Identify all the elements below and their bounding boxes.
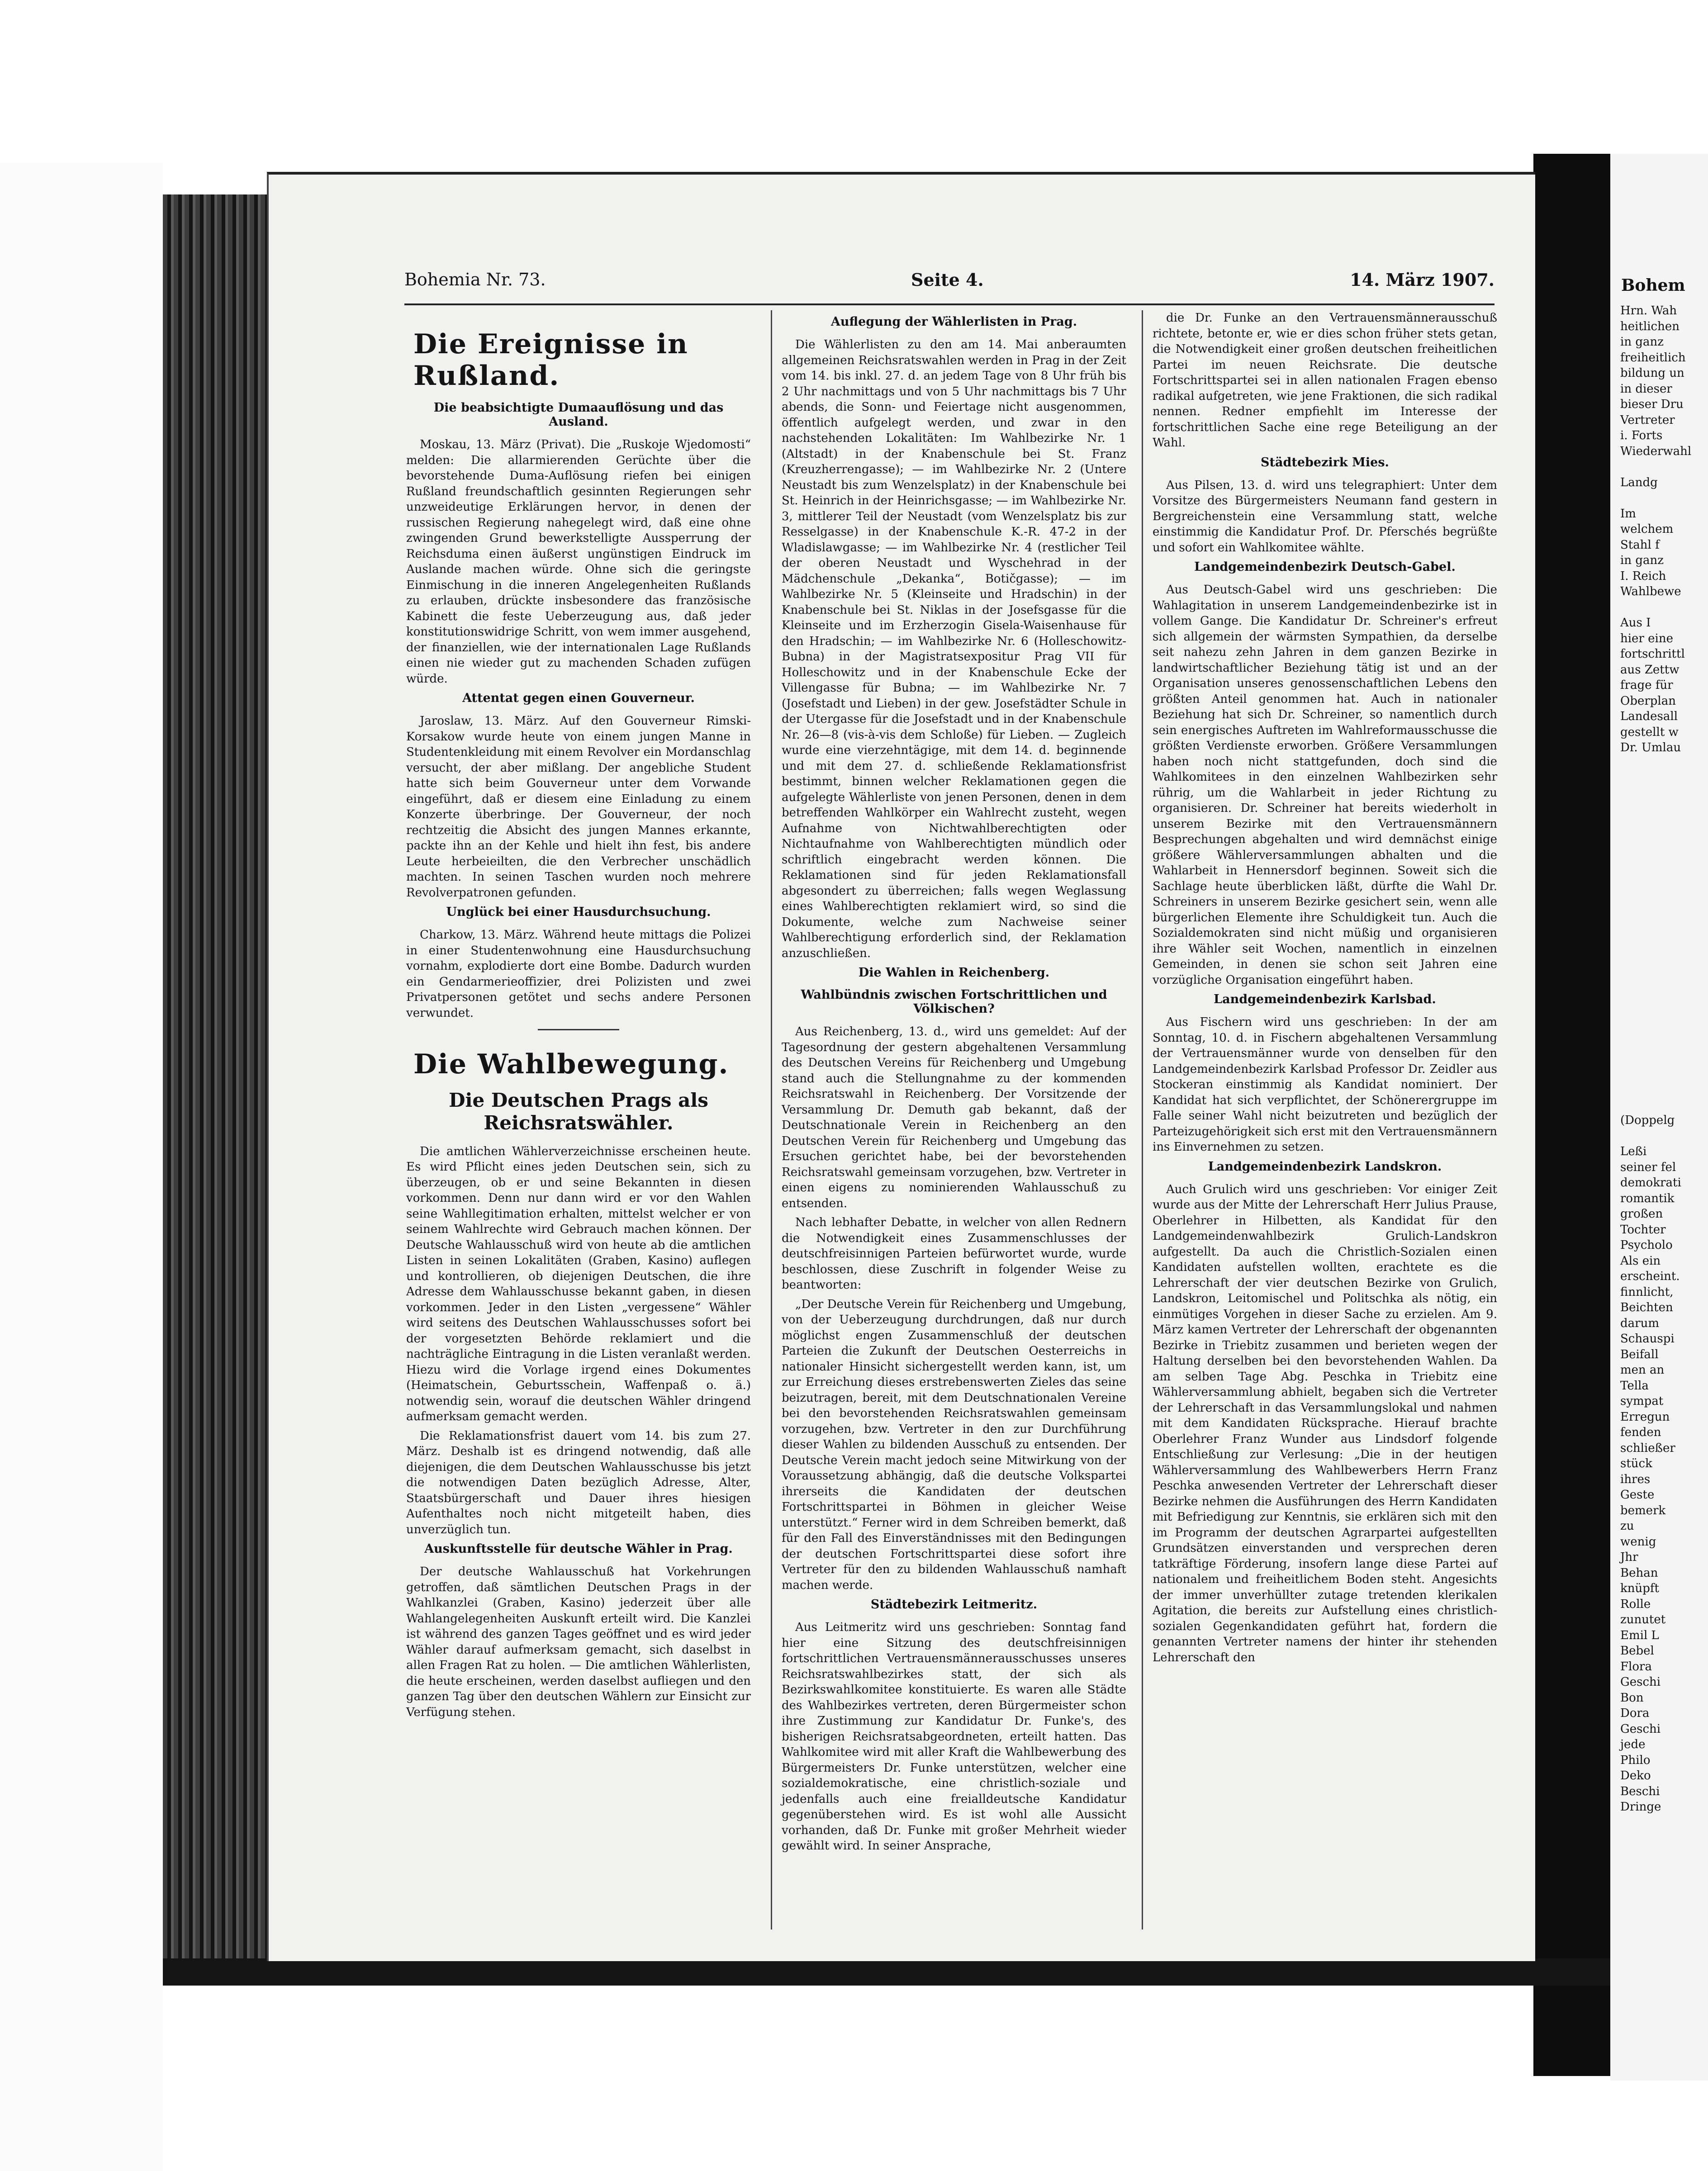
header-rule: [404, 303, 1494, 305]
subheading-large: Die Deutschen Prags als Reichsratswähler.: [449, 1089, 708, 1134]
subheading: Landgemeindenbezirk Karlsbad.: [1214, 992, 1436, 1006]
page-header: [404, 270, 1494, 301]
subheading: Auskunftsstelle für deutsche Wähler in Prag.: [424, 1542, 733, 1556]
adjacent-page-header: Bohem: [1621, 276, 1685, 295]
subheading: Die Wahlen in Reichenberg.: [858, 966, 1050, 980]
article-paragraph: Der deutsche Wahlausschuß hat Vorkehrungen getroffen, daß sämtlichen Deutschen Prags in der Wahlkanzlei (Graben, Kasino) jederzeit über alle Wahlangelegenheiten Auskunft erteilt wird. Die Kanzlei ist während des ganzen Tages geöffnet und es wird jeder Wähler darauf aufmerksam gemacht, sich daselbst in allen Fragen Rat zu holen. — Die amtlichen Wählerlisten, die heute erscheinen, werden daselbst aufliegen und den ganzen Tag über den deutschen Wählern zur Einsicht zur Verfügung stehen.: [406, 1565, 751, 1719]
adjacent-page: [1610, 154, 1708, 2081]
article-paragraph: „Der Deutsche Verein für Reichenberg und Umgebung, von der Ueberzeugung durchdrungen, daß nur durch möglichst engen Zusammenschluß der deutschen Parteien die Zukunft der Deutschen Oesterreichs in nationaler Hinsicht sichergestellt werden kann, ist, um zur Erreichung dieses erstrebenswerten Zieles das seine beizutragen, bereit, mit dem Deutschnationalen Vereine bei den bevorstehenden Reichsratswahlen gemeinsam vorzugehen, bzw. Vertreter in den zur Durchführung dieser Wahlen zu bildenden Ausschuß zu entsenden. Der Deutsche Verein macht jedoch seine Mitwirkung von der Voraussetzung abhängig, daß die deutsche Volkspartei ihrerseits die Kandidaten der deutschen Fortschrittspartei in Böhmen in gleicher Weise unterstützt.“ Ferner wird in dem Schreiben bemerkt, daß für den Fall des Einverständnisses mit den Bedingungen der deutschen Fortschrittspartei diese sofort ihre Vertreter für den zu bildenden Wahlausschuß namhaft machen werde.: [782, 1297, 1126, 1592]
article-paragraph: Aus Deutsch-Gabel wird uns geschrieben: Die Wahlagitation in unserem Landgemeindenbezirke ist in vollem Gange. Die Kandidatur Dr. Schreiner's erfreut sich allgemein der wärmsten Sympathien, da derselbe seit nahezu zehn Jahren in dem ganzen Bezirke in landwirtschaftlicher Beziehung tätig ist und an der Organisation unseres genossenschaftlichen Lebens den größten Anteil genommen hat. Auch in nationaler Beziehung hat sich Dr. Schreiner, so namentlich durch sein energisches Auftreten im Wahlreformausschusse die größten Verdienste erworben. Größere Versammlungen haben noch nicht stattgefunden, doch sind die Wahlkomitees in den einzelnen Wahlbezirken sehr rührig, um die Wahlarbeit in jeder Richtung zu organisieren. Dr. Schreiner hat bereits wiederholt in unserem Bezirke mit den Vertrauensmännern Besprechungen abgehalten und wird demnächst einige größere Wählerversammlungen abhalten und die Wahlarbeit in Hennersdorf beginnen. Soweit sich die Sachlage heute überblicken läßt, dürfte die Wahl Dr. Schreiners in unserem Bezirke gesichert sein, wenn alle bürgerlichen Elemente ihre Schuldigkeit tun. Auch die Sozialdemokraten sind nicht müßig und organisieren ihre Wähler seit Wochen, namentlich in einzelnen Gemeinden, in denen sie schon seit Jahren eine vorzügliche Organisation eingeführt haben.: [1153, 583, 1497, 987]
subheading: Attentat gegen einen Gouverneur.: [462, 691, 695, 705]
subheading: Wahlbündnis zwischen Fortschrittlichen und Völkischen?: [801, 988, 1107, 1016]
article-paragraph: Die Wählerlisten zu den am 14. Mai anberaumten allgemeinen Reichsratswahlen werden in Prag in der Zeit vom 14. bis inkl. 27. d. an jedem Tage von 8 Uhr früh bis 2 Uhr nachmittags und von 5 Uhr nachmittags bis 7 Uhr abends, die Sonn- und Feiertage nicht ausgenommen, öffentlich aufgelegt werden, und zwar in den nachstehenden Lokalitäten: Im Wahlbezirke Nr. 1 (Altstadt) in der Knabenschule bei St. Franz (Kreuzherrengasse); — im Wahlbezirke Nr. 2 (Untere Neustadt bis zum Wenzelsplatz) in der Knabenschule bei St. Heinrich in der Heinrichsgasse; — im Wahlbezirke Nr. 3, mittlerer Teil der Neustadt (vom Wenzelsplatz bis zur Resselgasse) in der Knabenschule K.-R. 47-2 in der Wladislawgasse; — im Wahlbezirke Nr. 4 (restlicher Teil der oberen Neustadt und Wyschehrad in der Mädchenschule „Dekanka“, Botičgasse); — im Wahlbezirke Nr. 5 (Kleinseite und Hradschin) in der Knabenschule bei St. Niklas in der Josefsgasse für die Kleinseite und im Erzherzogin Gisela-Waisenhause für den Hradschin; — im Wahlbezirke Nr. 6 (Holleschowitz-Bubna) in der Magistratsexpositur Prag VII für Holleschowitz und in der Knabenschule Ecke der Villengasse für Bubna; — im Wahlbezirke Nr. 7 (Josefstadt und Lieben) in der gew. Josefstädter Schule in der Utergasse für die Josefstadt und in der Knabenschule Nr. 26—8 (vis-à-vis dem Schloße) für Lieben. — Zugleich wurde eine vierzehntägige, mit dem 14. d. beginnende und mit dem 27. d. schließende Reklamationsfrist bestimmt, binnen welcher Reklamationen gegen die aufgelegte Wählerliste von jenen Personen, denen in dem betreffenden Wahlkörper ein Wahlrecht zusteht, wegen Aufnahme von Nichtwahlberechtigten oder Nichtaufnahme von Wahlberechtigten mündlich oder schriftlich eingebracht werden können. Die Reklamationen sind für jeden Reklamationsfall abgesondert zu überreichen; falls wegen Weglassung eines Wahlberechtigten reklamiert wird, so sind die Dokumente, welche zum Nachweise seiner Wahlberechtigung erforderlich sind, der Reklamation anzuschließen.: [782, 338, 1126, 960]
scan-top-margin: [0, 0, 1708, 163]
subheading: Unglück bei einer Hausdurchsuchung.: [446, 905, 711, 919]
article-paragraph: Aus Leitmeritz wird uns geschrieben: Sonntag fand hier eine Sitzung des deutschfreisinnigen fortschrittlichen Vertrauensmännerausschusses unseres Reichsratswahlbezirkes statt, der sich als Bezirkswahlkomitee konstituierte. Es waren alle Städte des Wahlbezirkes vertreten, deren Bürgermeister schon ihre Zustimmung zur Kandidatur Dr. Funke's, des bisherigen Reichsratsabgeordneten, erteilt hatten. Das Wahlkomitee wird mit aller Kraft die Wahlbewerbung des Bürgermeisters Dr. Funke unterstützen, welcher eine sozialdemokratische, eine christlich-soziale und jedenfalls auch eine freialldeutsche Kandidatur gegenüberstehen wird. Es ist wohl alle Aussicht vorhanden, daß Dr. Funke mit großer Mehrheit wieder gewählt wird. In seiner Ansprache,: [782, 1621, 1126, 1853]
adjacent-page-text-top: Hrn. Wah heitlichen in ganz freiheitlich bildung un in dieser bieser Dru Vertreter i. Forts Wiederwahl Landg Im welchem Stahl f in ganz I. Reich Wahlbewe Aus I hier eine fortschrittl aus Zettw frage für Oberplan Landesall gestellt w Dr. Umlau: [1620, 304, 1692, 754]
subheading: Städtebezirk Leitmeritz.: [870, 1597, 1038, 1612]
article-paragraph: Die Reklamationsfrist dauert vom 14. bis zum 27. März. Deshalb ist es dringend notwendig, daß alle diejenigen, die dem Deutschen Wahlausschusse bis jetzt die notwendigen Daten bezüglich Adresse, Alter, Staatsbürgerschaft und Dauer ihres hiesigen Aufenthaltes noch nicht mitgeteilt haben, dies unverzüglich tun.: [406, 1429, 751, 1536]
column-divider: [1142, 310, 1143, 1929]
subheading: Die beabsichtigte Dumaauflösung und das Ausland.: [433, 401, 724, 429]
subheading: Städtebezirk Mies.: [1261, 455, 1389, 469]
headline-russia: Die Ereignisse in Rußland.: [413, 328, 688, 392]
adjacent-page-text-bottom: (Doppelg Leßi seiner fel demokrati romantik großen Tochter Psycholo Als ein erscheint. finnlicht, Beichten darum Schauspi Beifall men an Tella sympat Erregun fenden schließer stück ihres Geste bemerk zu wenig Jhr Behan knüpft Rolle zunutet Emil L Bebel Flora Geschi Bon Dora Geschi jede Philo Deko Beschi Dringe: [1620, 1114, 1681, 1814]
page-number: Seite 4.: [911, 270, 984, 290]
book-spine-shadow: [1533, 154, 1610, 2076]
newspaper-page: [267, 172, 1535, 1961]
issue-date: 14. März 1907.: [1350, 270, 1494, 290]
article-paragraph: Aus Fischern wird uns geschrieben: In der am Sonntag, 10. d. in Fischern abgehaltenen Versammlung der Vertrauensmänner wurde von denselben für den Landgemeindenbezirk Karlsbad Professor Dr. Zeidler aus Stockeran einstimmig als Kandidat nominiert. Der Kandidat hat sich verpflichtet, der Schönerergruppe im Falle seiner Wahl nicht beizutreten und bezüglich der Parteizugehörigkeit sich erst mit den Vertrauensmännern ins Einvernehmen zu setzen.: [1153, 1015, 1497, 1154]
headline-election: Die Wahlbewegung.: [413, 1048, 729, 1080]
book-page-edges: [163, 194, 267, 1981]
subheading: Auflegung der Wählerlisten in Prag.: [830, 315, 1077, 329]
book-bottom-edge: [163, 1958, 1610, 1986]
column-3: [1151, 310, 1499, 1929]
article-paragraph: Moskau, 13. März (Privat). Die „Ruskoje Wjedomosti“ melden: Die allarmierenden Gerüchte über die bevorstehende Duma-Auflösung riefen bei einigen Rußland freundschaftlich gesinnten Regierungen sehr unzweideutige Erklärungen hervor, in denen der russischen Regierung nahegelegt wird, daß eine ohne zwingenden Grund bewerkstelligte Aussperrung der Reichsduma einen äußerst ungünstigen Eindruck im Auslande machen würde. Ohne sich die geringste Einmischung in die inneren Angelegenheiten Rußlands zu erlauben, drückte insbesondere das französische Kabinett die feste Ueberzeugung aus, daß jeder konstitutionswidrige Schritt, von wem immer ausgehend, der finanziellen, wie der internationalen Lage Rußlands einen nie wieder gut zu machenden Schaden zufügen würde.: [406, 438, 751, 686]
article-paragraph: die Dr. Funke an den Vertrauensmännerausschuß richtete, betonte er, wie er dies schon früher stets getan, die Notwendigkeit einer großen deutschen freiheitlichen Partei im neuen Reichsrate. Die deutsche Fortschrittspartei sei in allen nationalen Fragen ebenso radikal aufgetreten, wie jene Fraktionen, die sich radikal nennen. Redner empfiehlt im Interesse der fortschrittlichen Sache eine rege Beteiligung an der Wahl.: [1153, 311, 1497, 450]
column-1: [404, 310, 753, 1929]
scan-left-margin: [0, 163, 163, 2171]
subheading: Landgemeindenbezirk Deutsch-Gabel.: [1194, 560, 1456, 574]
article-paragraph: Aus Pilsen, 13. d. wird uns telegraphiert: Unter dem Vorsitze des Bürgermeisters Neumann fand gestern in Bergreichenstein eine Versammlung statt, welche einstimmig die Kandidatur Prof. Dr. Pferschés begrüßte und sofort ein Wahlkomitee wählte.: [1153, 478, 1497, 555]
article-paragraph: Aus Reichenberg, 13. d., wird uns gemeldet: Auf der Tagesordnung der gestern abgehaltenen Versammlung des Deutschen Vereins für Reichenberg und Umgebung stand auch die Stellungnahme zu der kommenden Reichsratswahl in Reichenberg. Der Vorsitzende der Versammlung Dr. Demuth gab bekannt, daß der Deutschnationale Verein in Reichenberg an den Deutschen Verein für Reichenberg und Umgebung das Ersuchen gerichtet habe, bei der bevorstehenden Reichsratswahl gemeinsam vorzugehen, bzw. Vertreter in einen eigens zu nominierenden Wahlausschuß zu entsenden.: [782, 1025, 1126, 1210]
section-rule: [538, 1029, 619, 1030]
newspaper-issue: Bohemia Nr. 73.: [404, 270, 546, 289]
article-paragraph: Die amtlichen Wählerverzeichnisse erscheinen heute. Es wird Pflicht eines jeden Deutschen sein, sich zu überzeugen, ob er und seine Bekannten in diesen vorkommen. Denn nur dann wird er vor den Wahlen seine Wahllegitimation erhalten, mittelst welcher er von seinem Wahlrechte wird Gebrauch machen können. Der Deutsche Wahlausschuß wird von heute ab die amtlichen Listen in seinen Lokalitäten (Graben, Kasino) auflegen und kontrollieren, ob diejenigen Deutschen, die ihre Adresse dem Wahlausschusse bekannt gaben, in diesen vorkommen. Jeder in den Listen „vergessene“ Wähler wird seitens des Deutschen Wahlausschusses sofort bei der vorgesetzten Behörde reklamiert und die nachträgliche Eintragung in die Listen veranlaßt werden. Hiezu wird die Vorlage irgend eines Dokumentes (Heimatschein, Geburtsschein, Waffenpaß o. ä.) notwendig sein, worauf die deutschen Wähler dringend aufmerksam gemacht werden.: [406, 1144, 751, 1424]
column-2: [780, 310, 1128, 1929]
article-paragraph: Jaroslaw, 13. März. Auf den Gouverneur Rimski-Korsakow wurde heute von einem jungen Manne in Studentenkleidung mit einem Revolver ein Mordanschlag versucht, der aber mißlang. Der angebliche Student hatte sich beim Gouverneur unter dem Vorwande eingeführt, daß er diesem eine Einladung zu einem Konzerte überbringe. Der Gouverneur, der noch rechtzeitig die Absicht des jungen Mannes erkannte, packte ihn an der Kehle und hielt ihn fest, bis andere Leute herbeieilten, die den Verbrecher unschädlich machten. In seinen Taschen wurden noch mehrere Revolverpatronen gefunden.: [406, 714, 751, 900]
article-paragraph: Auch Grulich wird uns geschrieben: Vor einiger Zeit wurde aus der Mitte der Lehrerschaft Herr Julius Prause, Oberlehrer in Hilbetten, als Kandidat für den Landgemeindenwahlbezirk Grulich-Landskron aufgestellt. Da auch die Christlich-Sozialen einen Kandidaten aufstellen wollten, erachtete es die Lehrerschaft der vier deutschen Bezirke von Grulich, Landskron, Leitomischel und Politschka als nötig, ein einmütiges Vorgehen in dieser Sache zu erzielen. Am 9. März kamen Vertreter der Lehrerschaft der obgenannten Bezirke in Triebitz zusammen und berieten wegen der Haltung derselben bei den bevorstehenden Wahlen. Da am selben Tage Abg. Peschka in Triebitz eine Wählerversammlung abhielt, begaben sich die Vertreter der Lehrerschaft in das Versammlungslokal und nahmen mit dem Kandidaten Rücksprache. Hierauf brachte Oberlehrer Franz Wunder aus Lindsdorf folgende Entschließung zur Verlesung: „Die in der heutigen Wählerversammlung des Wahlbewerbers Herrn Franz Peschka anwesenden Vertreter der Lehrerschaft dieser Bezirke nehmen die Ausführungen des Herrn Kandidaten mit Befriedigung zur Kenntnis, sie erklären sich mit den im Programm der deutschen Agrarpartei aufgestellten Grundsätzen einverstanden und versprechen deren tatkräftige Förderung, insofern lange diese Partei auf nationalem und freiheitlichem Boden steht. Angesichts der immer unverhüllter zutage tretenden klerikalen Agitation, die bereits zur Aufstellung eines christlich-sozialen Gegenkandidaten geführt hat, fordern die genannten Vertreter namens der hinter ihr stehenden Lehrerschaft den: [1153, 1182, 1497, 1664]
article-paragraph: Charkow, 13. März. Während heute mittags die Polizei in einer Studentenwohnung eine Hausdurchsuchung vornahm, explodierte dort eine Bombe. Dadurch wurden ein Gendarmerieoffizier, drei Polizisten und zwei Privatpersonen getötet und sechs andere Personen verwundet.: [406, 928, 751, 1020]
column-divider: [771, 310, 772, 1929]
subheading: Landgemeindenbezirk Landskron.: [1208, 1159, 1442, 1174]
article-paragraph: Nach lebhafter Debatte, in welcher von allen Rednern die Notwendigkeit eines Zusammenschlusses der deutschfreisinnigen Parteien befürwortet wurde, wurde beschlossen, diese Zuschrift in folgender Weise zu beantworten:: [782, 1216, 1126, 1292]
